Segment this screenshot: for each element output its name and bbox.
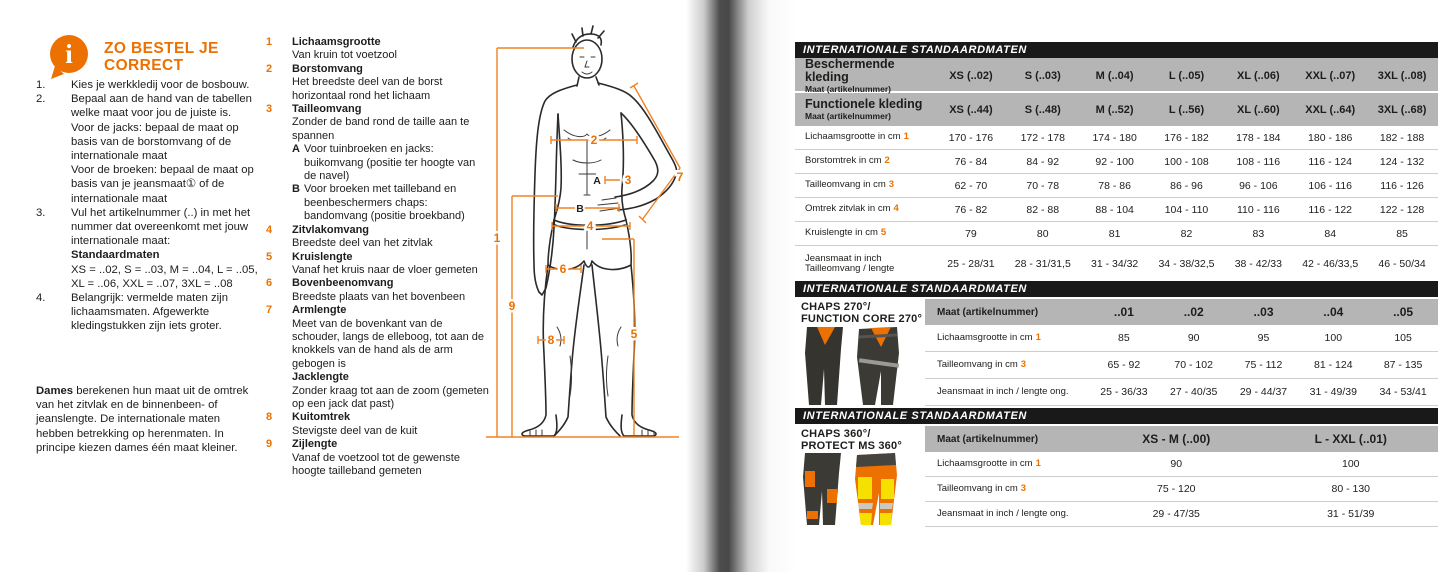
table-row: [925, 325, 1438, 352]
page-spine-fold: [686, 0, 798, 572]
table-cell: 182 - 188: [1379, 131, 1425, 144]
row-label-line: Borstomtrek in cm 2: [805, 155, 890, 167]
measure-text: [292, 411, 417, 438]
row-ref-number: 5: [880, 227, 887, 239]
measure-text: [292, 251, 478, 278]
size-column-header: XS - M (..00): [1142, 432, 1211, 446]
measure-item: [266, 251, 490, 278]
measure-description: Het breedste deel van de borst horizontaal rond het lichaam: [292, 76, 443, 102]
row-label: [925, 333, 1089, 344]
measure-number: 1: [266, 36, 273, 48]
human-figure: [522, 26, 677, 436]
table-cell: 38 - 42/33: [1234, 258, 1282, 270]
measurement-definitions: [266, 36, 490, 478]
row-label: [925, 509, 1089, 520]
row-ref-number: 3: [1020, 482, 1027, 494]
table-cell: 85: [1118, 332, 1130, 344]
table-row: [925, 502, 1438, 527]
size-column-header: XXL (..64): [1305, 103, 1356, 116]
ordering-step: [36, 92, 261, 206]
table-cell: 79: [965, 227, 977, 240]
ordering-step: [36, 206, 261, 291]
size-column-header: 3XL (..08): [1377, 70, 1427, 82]
row-label: [925, 360, 1089, 371]
measure-description: Van kruin tot voetzool: [292, 49, 397, 62]
dim-label-4: 4: [586, 219, 594, 234]
table-cell: 108 - 116: [1236, 155, 1281, 168]
chaps-270-product-image: [797, 323, 919, 407]
table-row: [795, 174, 1438, 198]
size-column-header: XL (..06): [1237, 70, 1280, 82]
table1-title: INTERNATIONALE STANDAARDMATEN: [803, 44, 1027, 56]
dim-label-9: 9: [508, 299, 516, 314]
page-title-line2: CORRECT: [104, 57, 184, 74]
table-cell: 31 - 34/32: [1090, 258, 1139, 270]
table-cell: 82 - 88: [1026, 203, 1060, 216]
measure-description: Vanaf de voetzool tot de gewenste hoogte tailleband gemeten: [292, 451, 460, 477]
dim-label-7: 7: [676, 170, 684, 185]
table-row: [925, 477, 1438, 502]
row-ref-number: 2: [884, 155, 890, 167]
size-column-header: XL (..60): [1237, 103, 1280, 116]
measure-text: [292, 36, 397, 63]
measure-subitem: [292, 183, 490, 223]
page-title-line1: ZO BESTEL JE: [104, 40, 219, 57]
table-row: [925, 379, 1438, 406]
ladies-note-text: berekenen hun maat uit de omtrek van het zitvlak en de binnenbeen- of jeanslengte. De internationale maten hebben betrekking op herenmaten. In principe kiezen dames één maat kleiner.: [36, 385, 249, 454]
table-cell: 87 - 135: [1383, 359, 1423, 371]
table-cell: 180 - 186: [1308, 131, 1353, 144]
measure-subitem-letter: B: [292, 183, 300, 196]
table-cell: 105: [1394, 332, 1412, 344]
measure-item: [266, 304, 490, 411]
table-cell: 172 - 178: [1020, 131, 1065, 144]
product-header-label: Maat (artikelnummer): [937, 433, 1039, 445]
table-cell: 106 - 116: [1308, 179, 1352, 192]
row-label-line: Jeansmaat in inch / lengte ong.: [937, 507, 1069, 519]
measure-description: Zonder kraag tot aan de zoom (gemeten op een jack dat past): [292, 384, 489, 410]
measure-subitem-text: Voor tuinbroeken en jacks: buikomvang (positie ter hoogte van de navel): [304, 143, 476, 183]
measure-description: Breedste plaats van het bovenbeen: [292, 290, 466, 303]
measure-term: Tailleomvang: [292, 103, 362, 116]
svg-text:i: i: [65, 39, 73, 69]
table-cell: 178 - 184: [1236, 131, 1281, 144]
table-row: [795, 126, 1438, 150]
row-label-line: Tailleomvang in cm 3: [937, 482, 1027, 494]
table-cell: 25 - 36/33: [1100, 386, 1148, 398]
size-column-header: XS (..02): [949, 70, 993, 82]
dimension-lines: [486, 48, 684, 437]
row-ref-number: 4: [893, 203, 899, 215]
row-label-line: Tailleomvang in cm 3: [937, 358, 1027, 370]
row-label-line: Jeansmaat in inch / lengte ong.: [937, 385, 1069, 397]
table-cell: 76 - 84: [954, 155, 988, 168]
row-label-line: Jeansmaat in inch: [805, 252, 882, 264]
table-cell: 84: [1324, 227, 1337, 240]
right-page: [795, 0, 1438, 572]
table-cell: 34 - 53/41: [1379, 386, 1427, 398]
size-column-header: L - XXL (..01): [1314, 432, 1387, 446]
measure-term: Kruislengte: [292, 250, 353, 263]
dim-label-8: 8: [547, 333, 555, 348]
size-column-header: 3XL (..68): [1377, 103, 1427, 116]
row-label-line: Omtrek zitvlak in cm 4: [805, 203, 899, 215]
dim-label-3: 3: [624, 173, 632, 188]
table-cell: 75 - 112: [1244, 359, 1283, 371]
measure-description: Zonder de band rond de taille aan te spannen: [292, 116, 470, 142]
measure-subitem-text: Voor broeken met tailleband en beenbeschermers chaps: bandomvang (positie broekband): [304, 183, 465, 223]
step-number: 1.: [36, 79, 46, 91]
measure-item: [266, 277, 490, 304]
step-number: 3.: [36, 206, 46, 219]
step-number: 4.: [36, 292, 46, 305]
step-text: [71, 78, 249, 92]
row-ref-number: 3: [1020, 358, 1027, 370]
dim-label-6: 6: [559, 262, 567, 277]
row-ref-number: 3: [888, 179, 895, 191]
measure-item: [266, 103, 490, 224]
row-label: [925, 484, 1089, 495]
row-label: [795, 228, 935, 239]
table-cell: 65 - 92: [1107, 359, 1141, 371]
measure-text: [292, 277, 465, 304]
left-page: [0, 0, 690, 572]
size-column-header: S (..48): [1024, 103, 1061, 116]
measure-term: Jacklengte: [292, 371, 349, 384]
table-cell: 104 - 110: [1164, 203, 1209, 216]
product-table-header: [925, 426, 1438, 452]
table-cell: 70 - 102: [1174, 359, 1213, 371]
table-cell: 29 - 47/35: [1152, 508, 1200, 520]
measure-item: [266, 36, 490, 63]
measure-item: [266, 411, 490, 438]
table-cell: 80: [1036, 227, 1049, 240]
table-cell: 122 - 128: [1379, 203, 1425, 216]
measure-number: 2: [266, 62, 273, 75]
measure-number: 7: [266, 304, 273, 317]
table-cell: 81: [1108, 227, 1121, 240]
table1-body: [795, 126, 1438, 283]
header-label-sub: Maat (artikelnummer): [805, 111, 891, 121]
measure-item: [266, 224, 490, 251]
ordering-step: [36, 291, 261, 334]
size-column-header: XS (..44): [949, 103, 993, 116]
table1-header-row: [795, 93, 1438, 126]
measure-number: 5: [266, 250, 273, 263]
row-label-line: Lichaamsgrootte in cm 1: [937, 331, 1041, 343]
step-line: Standaardmaten: [71, 249, 160, 262]
measure-subitem-letter: A: [292, 143, 300, 156]
row-label: [795, 254, 935, 275]
table-cell: 80 - 130: [1331, 483, 1371, 495]
measure-item: [266, 63, 490, 103]
dim-label-2: 2: [590, 133, 598, 148]
table-cell: 85: [1396, 227, 1408, 240]
table-cell: 75 - 120: [1156, 483, 1196, 495]
table1-header-label: [795, 58, 935, 94]
measure-description: Stevigste deel van de kuit: [292, 424, 418, 437]
product-title-chaps-270: CHAPS 270°/ FUNCTION CORE 270°: [801, 301, 923, 325]
row-ref-number: 1: [1035, 457, 1041, 469]
table-cell: 28 - 31/31,5: [1014, 258, 1071, 270]
table-row: [795, 150, 1438, 174]
table-cell: 90: [1187, 332, 1200, 344]
table-cell: 34 - 38/32,5: [1158, 258, 1215, 270]
measure-number: 3: [266, 103, 273, 116]
info-icon: [46, 34, 90, 80]
ladies-note: [36, 384, 251, 455]
table-cell: 86 - 96: [1170, 179, 1203, 192]
table-cell: 81 - 124: [1314, 359, 1353, 371]
measure-term: Armlengte: [292, 304, 347, 317]
dim-label-1: 1: [493, 231, 501, 246]
row-label-line: Lichaamsgrootte in cm 1: [937, 457, 1041, 469]
table1-header-label: [795, 98, 935, 121]
measure-number: 4: [266, 223, 273, 236]
size-column-header: M (..04): [1095, 70, 1134, 82]
measure-text: [292, 224, 433, 251]
table-row: [925, 352, 1438, 379]
size-column-header: XXL (..07): [1305, 70, 1356, 82]
table1-header: [795, 58, 1438, 126]
dim-label-b: B: [576, 202, 584, 215]
table1-title-band: [795, 42, 1438, 58]
measure-term: Lichaamsgrootte: [292, 36, 381, 48]
table-cell: 83: [1252, 227, 1265, 240]
measure-number: 6: [266, 277, 273, 290]
measure-text: [292, 304, 490, 411]
row-label: [795, 180, 935, 191]
measure-term: Zijlengte: [292, 438, 338, 451]
ladies-note-lead: Dames: [36, 385, 74, 397]
step-number: 2.: [36, 93, 46, 106]
intro-header: [46, 34, 219, 80]
product-header-label: Maat (artikelnummer): [937, 306, 1039, 318]
row-ref-number: 1: [903, 131, 909, 143]
table-cell: 96 - 106: [1239, 179, 1278, 192]
table-cell: 31 - 51/39: [1327, 508, 1375, 520]
page-title: [104, 40, 219, 74]
table-cell: 42 - 46/33,5: [1302, 258, 1359, 270]
step-line: Voor de jacks: bepaal de maat op basis van de borstomvang of de internationale maat: [71, 121, 239, 163]
row-ref-number: 1: [1035, 331, 1041, 343]
row-label: [795, 132, 935, 143]
table-cell: 110 - 116: [1236, 203, 1280, 216]
step-line: Kies je werkkledij voor de bosbouw.: [71, 79, 250, 91]
table-cell: 100: [1324, 332, 1343, 344]
table-row: [925, 452, 1438, 477]
measure-subitem: [292, 143, 490, 183]
row-label-line: Tailleomvang in cm 3: [805, 179, 895, 191]
table3-title: INTERNATIONALE STANDAARDMATEN: [803, 410, 1027, 422]
size-column-header: ..02: [1183, 305, 1204, 319]
measure-term: Bovenbeenomvang: [292, 277, 394, 290]
table-cell: 70 - 78: [1026, 179, 1060, 192]
row-label: [925, 387, 1089, 398]
table-cell: 62 - 70: [954, 179, 988, 192]
table-cell: 25 - 28/31: [947, 258, 995, 270]
table-cell: 27 - 40/35: [1170, 386, 1218, 398]
measure-term: Borstomvang: [292, 62, 363, 75]
measure-number: 8: [266, 411, 273, 424]
measure-text: [292, 438, 490, 478]
table3-title-band: [795, 408, 1438, 424]
row-label-line: Tailleomvang / lengte: [805, 263, 895, 274]
table-row: [795, 222, 1438, 246]
table-cell: 88 - 104: [1095, 203, 1134, 216]
table-cell: 90: [1170, 458, 1183, 470]
size-column-header: ..05: [1393, 305, 1414, 319]
table-cell: 31 - 49/39: [1309, 386, 1357, 398]
measure-number: 9: [266, 438, 273, 451]
table2-title: INTERNATIONALE STANDAARDMATEN: [803, 283, 1027, 295]
size-column-header: ..04: [1323, 305, 1344, 319]
size-column-header: L (..56): [1168, 103, 1205, 116]
measure-description: Vanaf het kruis naar de vloer gemeten: [292, 263, 478, 276]
table-row: [795, 246, 1438, 283]
row-label-line: Lichaamsgrootte in cm 1: [805, 131, 909, 143]
table2-title-band: [795, 281, 1438, 297]
table-cell: 116 - 122: [1308, 203, 1352, 216]
table-cell: 84 - 92: [1026, 155, 1060, 168]
step-line: Belangrijk: vermelde maten zijn lichaamsmaten. Afgewerkte kledingstukken zijn iets groter.: [71, 292, 228, 333]
row-label-line: Kruislengte in cm 5: [805, 227, 887, 239]
size-column-header: M (..52): [1095, 103, 1134, 116]
table-cell: 82: [1180, 227, 1193, 240]
table-cell: 124 - 132: [1379, 155, 1425, 168]
table3-grid: [925, 426, 1438, 527]
table-cell: 76 - 82: [954, 203, 988, 216]
measure-item: [266, 438, 490, 478]
header-label-sub: Maat (artikelnummer): [805, 84, 891, 94]
step-line: Vul het artikelnummer (..) in met het nummer dat overeenkomt met jouw internationale maat:: [71, 206, 251, 248]
step-line: Bepaal aan de hand van de tabellen welke maat voor jou de juiste is.: [71, 93, 252, 120]
row-label: [925, 459, 1089, 470]
table-cell: 100 - 108: [1164, 155, 1209, 168]
step-line: Voor de broeken: bepaal de maat op basis van je jeansmaat① of de internationale maat: [71, 164, 254, 205]
table-cell: 46 - 50/34: [1378, 258, 1426, 270]
ordering-steps: [36, 78, 261, 334]
step-text: [71, 291, 261, 334]
size-column-header: ..03: [1253, 305, 1274, 319]
table-cell: 92 - 100: [1095, 155, 1134, 168]
table-cell: 176 - 182: [1164, 131, 1209, 144]
table-cell: 95: [1257, 332, 1270, 344]
ordering-step: [36, 78, 261, 92]
chaps-360-product-image: [797, 449, 919, 527]
dim-label-5: 5: [630, 327, 638, 342]
step-text: [71, 92, 261, 206]
header-label-title: Functionele kleding: [805, 97, 923, 111]
table-cell: 116 - 124: [1308, 155, 1352, 168]
table-cell: 170 - 176: [948, 131, 994, 144]
product-title-chaps-360: CHAPS 360°/ PROTECT MS 360°: [801, 428, 902, 452]
step-text: [71, 206, 261, 291]
table1-header-row: [795, 57, 1438, 94]
product-table-header: [925, 299, 1438, 325]
table-cell: 100: [1341, 458, 1360, 470]
row-label: [795, 156, 935, 167]
measure-text: [292, 103, 490, 224]
measure-term: Kuitomtrek: [292, 411, 351, 424]
measure-description: Meet van de bovenkant van de schouder, langs de elleboog, tot aan de knokkels van de hand als de arm gebogen is: [292, 317, 485, 370]
table-cell: 116 - 126: [1380, 179, 1424, 192]
size-column-header: S (..03): [1024, 70, 1061, 82]
table2-grid: [925, 299, 1438, 406]
measure-term: Zitvlakomvang: [292, 223, 370, 236]
table-cell: 174 - 180: [1092, 131, 1137, 144]
header-label-title: Beschermende kleding: [805, 57, 895, 84]
step-line: XS = ..02, S = ..03, M = ..04, L = ..05, XL = ..06, XXL = ..07, 3XL = ..08: [71, 263, 258, 290]
row-label: [795, 204, 935, 215]
size-column-header: ..01: [1113, 305, 1134, 319]
size-column-header: L (..05): [1168, 70, 1205, 82]
table-cell: 29 - 44/37: [1239, 386, 1288, 398]
body-measurement-diagram: [484, 22, 699, 452]
table-cell: 78 - 86: [1098, 179, 1131, 192]
measure-description: Breedste deel van het zitvlak: [292, 237, 433, 250]
dim-label-a: A: [593, 174, 601, 187]
measure-text: [292, 63, 490, 103]
table-row: [795, 198, 1438, 222]
